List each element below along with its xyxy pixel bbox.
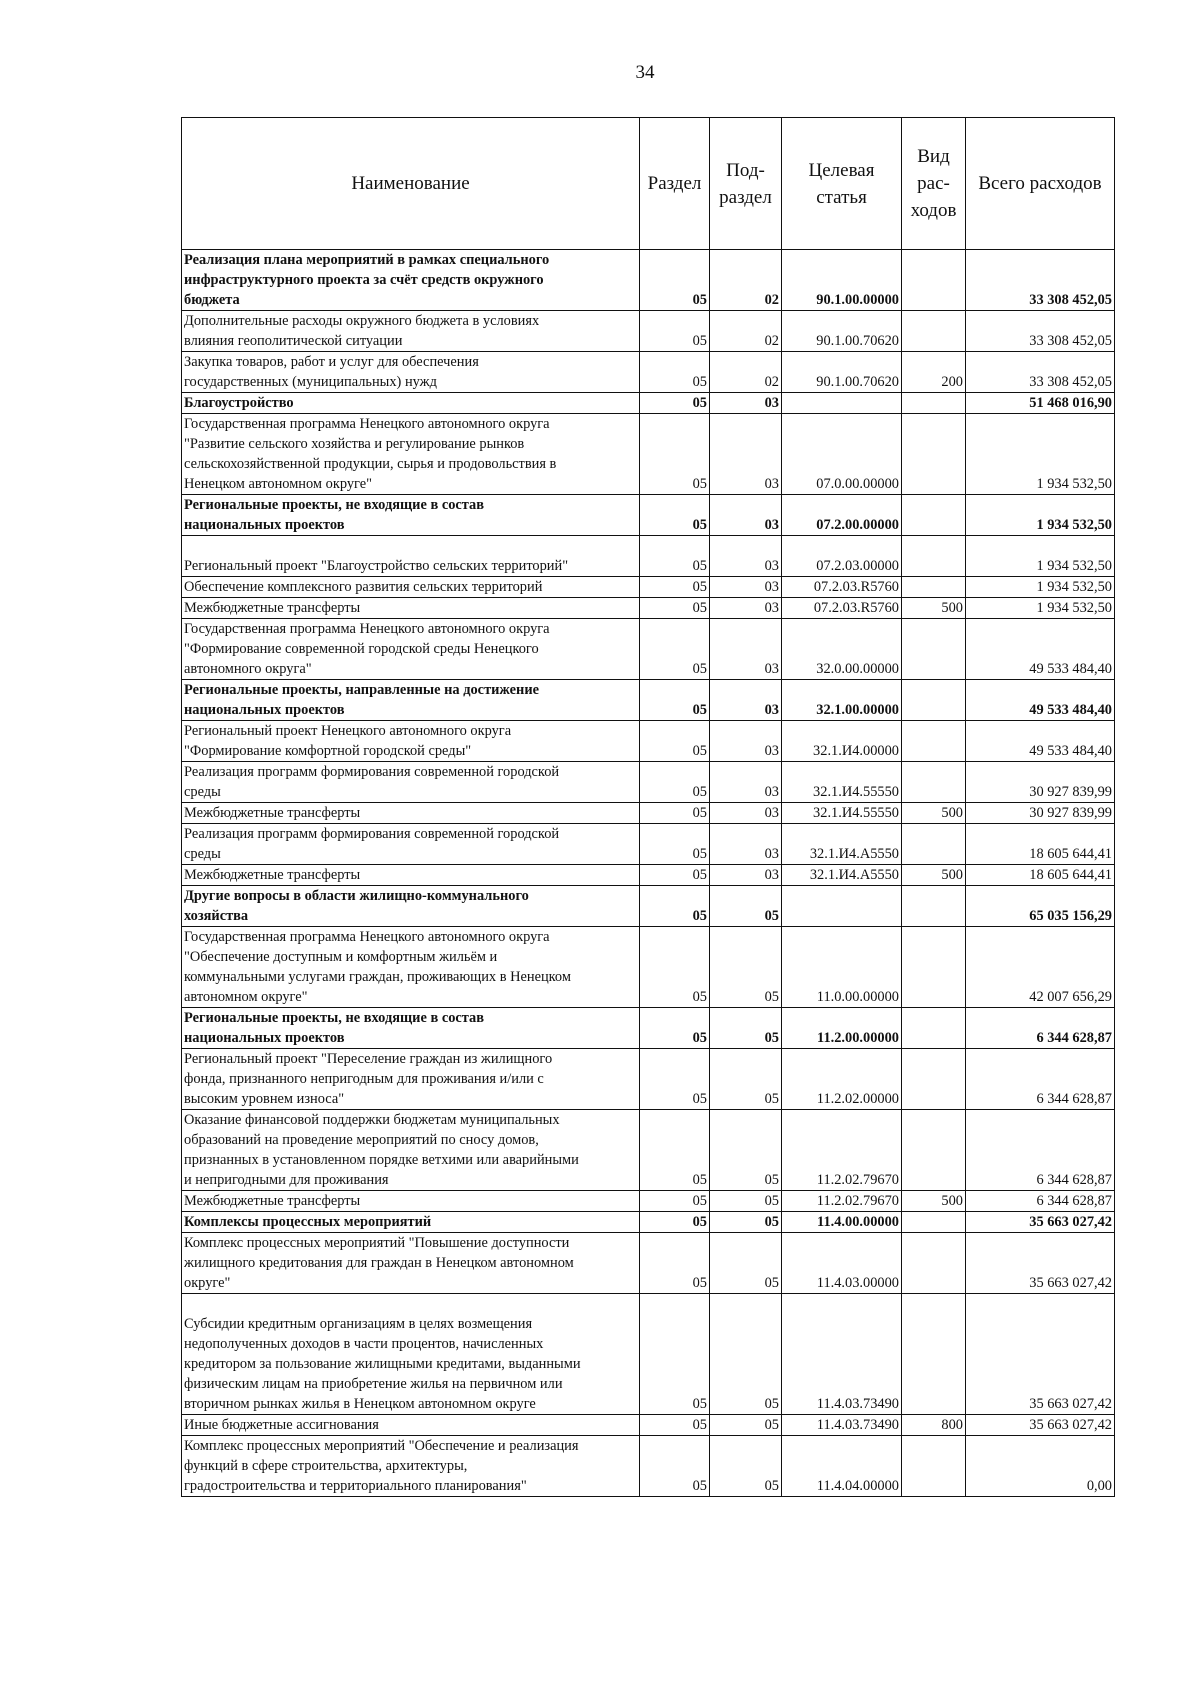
cell-vsego-rashodov: 30 927 839,99 xyxy=(966,803,1115,824)
cell-vsego-rashodov: 35 663 027,42 xyxy=(966,1212,1115,1233)
cell-vid-rashodov xyxy=(902,824,966,865)
table-header-row xyxy=(182,118,1115,250)
table-row xyxy=(182,1415,1115,1436)
cell-celevaya-statya: 11.4.04.00000 xyxy=(782,1436,902,1497)
table-row xyxy=(182,1110,1115,1191)
cell-vid-rashodov xyxy=(902,886,966,927)
cell-vsego-rashodov: 35 663 027,42 xyxy=(966,1233,1115,1294)
cell-vid-rashodov xyxy=(902,927,966,1008)
cell-razdel: 05 xyxy=(640,803,710,824)
cell-podrazdel: 05 xyxy=(710,927,782,1008)
cell-vsego-rashodov: 51 468 016,90 xyxy=(966,393,1115,414)
table-row xyxy=(182,680,1115,721)
cell-vid-rashodov xyxy=(902,1233,966,1294)
cell-name: Региональные проекты, не входящие в состав национальных проектов xyxy=(182,1008,640,1049)
cell-vsego-rashodov: 35 663 027,42 xyxy=(966,1415,1115,1436)
table-row xyxy=(182,803,1115,824)
cell-vid-rashodov xyxy=(902,1294,966,1415)
table-row xyxy=(182,1008,1115,1049)
table-body xyxy=(182,250,1115,1497)
cell-vid-rashodov xyxy=(902,495,966,536)
table-row xyxy=(182,1436,1115,1497)
table-row xyxy=(182,393,1115,414)
cell-razdel: 05 xyxy=(640,414,710,495)
cell-razdel: 05 xyxy=(640,598,710,619)
cell-podrazdel: 05 xyxy=(710,1233,782,1294)
cell-name: Государственная программа Ненецкого автономного округа "Обеспечение доступным и комфортным жильём и коммунальными услугами граждан, проживающих в Ненецком автономном округе" xyxy=(182,927,640,1008)
cell-razdel: 05 xyxy=(640,721,710,762)
cell-podrazdel: 05 xyxy=(710,1212,782,1233)
cell-vsego-rashodov: 1 934 532,50 xyxy=(966,598,1115,619)
cell-vid-rashodov xyxy=(902,393,966,414)
cell-name: Региональные проекты, не входящие в состав национальных проектов xyxy=(182,495,640,536)
budget-table xyxy=(181,117,1115,1497)
cell-name: Комплексы процессных мероприятий xyxy=(182,1212,640,1233)
cell-podrazdel: 05 xyxy=(710,1415,782,1436)
cell-name: Закупка товаров, работ и услуг для обеспечения государственных (муниципальных) нужд xyxy=(182,352,640,393)
cell-podrazdel: 03 xyxy=(710,762,782,803)
cell-razdel: 05 xyxy=(640,1008,710,1049)
cell-celevaya-statya: 32.1.И4.00000 xyxy=(782,721,902,762)
cell-razdel: 05 xyxy=(640,536,710,577)
table-row xyxy=(182,762,1115,803)
cell-vid-rashodov: 500 xyxy=(902,865,966,886)
cell-razdel: 05 xyxy=(640,311,710,352)
cell-celevaya-statya xyxy=(782,393,902,414)
cell-podrazdel: 03 xyxy=(710,865,782,886)
cell-celevaya-statya: 11.2.02.79670 xyxy=(782,1191,902,1212)
cell-celevaya-statya: 11.2.00.00000 xyxy=(782,1008,902,1049)
cell-celevaya-statya: 32.1.00.00000 xyxy=(782,680,902,721)
cell-podrazdel: 05 xyxy=(710,1110,782,1191)
cell-name: Государственная программа Ненецкого автономного округа "Формирование современной городской среды Ненецкого автономного округа" xyxy=(182,619,640,680)
cell-celevaya-statya: 90.1.00.70620 xyxy=(782,311,902,352)
cell-vid-rashodov xyxy=(902,536,966,577)
cell-celevaya-statya: 11.2.02.00000 xyxy=(782,1049,902,1110)
table-row xyxy=(182,577,1115,598)
cell-razdel: 05 xyxy=(640,824,710,865)
cell-vsego-rashodov: 30 927 839,99 xyxy=(966,762,1115,803)
header-vid-rashodov: Вид рас- ходов xyxy=(902,118,966,250)
cell-podrazdel: 05 xyxy=(710,1049,782,1110)
cell-celevaya-statya: 32.0.00.00000 xyxy=(782,619,902,680)
cell-vid-rashodov xyxy=(902,1008,966,1049)
cell-vsego-rashodov: 1 934 532,50 xyxy=(966,536,1115,577)
cell-vsego-rashodov: 6 344 628,87 xyxy=(966,1008,1115,1049)
cell-celevaya-statya: 11.0.00.00000 xyxy=(782,927,902,1008)
cell-celevaya-statya: 90.1.00.70620 xyxy=(782,352,902,393)
table-row xyxy=(182,495,1115,536)
cell-razdel: 05 xyxy=(640,762,710,803)
cell-name: Обеспечение комплексного развития сельских территорий xyxy=(182,577,640,598)
cell-vsego-rashodov: 42 007 656,29 xyxy=(966,927,1115,1008)
cell-vsego-rashodov: 49 533 484,40 xyxy=(966,619,1115,680)
header-podrazdel: Под- раздел xyxy=(710,118,782,250)
cell-vsego-rashodov: 33 308 452,05 xyxy=(966,352,1115,393)
header-celevaya-statya: Целевая статья xyxy=(782,118,902,250)
table-row xyxy=(182,1191,1115,1212)
cell-celevaya-statya: 07.2.03.R5760 xyxy=(782,577,902,598)
table-row xyxy=(182,1294,1115,1415)
cell-podrazdel: 03 xyxy=(710,824,782,865)
cell-name: Межбюджетные трансферты xyxy=(182,865,640,886)
table-row xyxy=(182,927,1115,1008)
cell-vid-rashodov xyxy=(902,762,966,803)
cell-vsego-rashodov: 18 605 644,41 xyxy=(966,865,1115,886)
cell-razdel: 05 xyxy=(640,619,710,680)
cell-podrazdel: 02 xyxy=(710,311,782,352)
cell-celevaya-statya: 32.1.И4.55550 xyxy=(782,762,902,803)
cell-podrazdel: 03 xyxy=(710,680,782,721)
cell-vid-rashodov xyxy=(902,721,966,762)
cell-celevaya-statya: 32.1.И4.А5550 xyxy=(782,865,902,886)
cell-name: Реализация плана мероприятий в рамках специального инфраструктурного проекта за счёт средств окружного бюджета xyxy=(182,250,640,311)
cell-name: Межбюджетные трансферты xyxy=(182,803,640,824)
cell-celevaya-statya: 07.0.00.00000 xyxy=(782,414,902,495)
table-row xyxy=(182,414,1115,495)
cell-vid-rashodov xyxy=(902,311,966,352)
cell-podrazdel: 05 xyxy=(710,1191,782,1212)
cell-podrazdel: 03 xyxy=(710,619,782,680)
cell-podrazdel: 03 xyxy=(710,803,782,824)
cell-podrazdel: 05 xyxy=(710,886,782,927)
cell-name: Межбюджетные трансферты xyxy=(182,1191,640,1212)
cell-podrazdel: 05 xyxy=(710,1008,782,1049)
cell-name: Государственная программа Ненецкого автономного округа "Развитие сельского хозяйства и регулирование рынков сельскохозяйственной продукции, сырья и продовольствия в Ненецком автономном округе" xyxy=(182,414,640,495)
cell-vid-rashodov xyxy=(902,414,966,495)
cell-razdel: 05 xyxy=(640,393,710,414)
table-row xyxy=(182,865,1115,886)
table-row xyxy=(182,721,1115,762)
cell-vsego-rashodov: 6 344 628,87 xyxy=(966,1191,1115,1212)
cell-vsego-rashodov: 1 934 532,50 xyxy=(966,495,1115,536)
cell-name: Региональные проекты, направленные на достижение национальных проектов xyxy=(182,680,640,721)
cell-podrazdel: 03 xyxy=(710,536,782,577)
cell-celevaya-statya: 11.2.02.79670 xyxy=(782,1110,902,1191)
cell-celevaya-statya: 32.1.И4.55550 xyxy=(782,803,902,824)
cell-vid-rashodov xyxy=(902,1436,966,1497)
cell-razdel: 05 xyxy=(640,865,710,886)
cell-vsego-rashodov: 65 035 156,29 xyxy=(966,886,1115,927)
cell-vid-rashodov xyxy=(902,577,966,598)
cell-razdel: 05 xyxy=(640,1049,710,1110)
cell-vsego-rashodov: 1 934 532,50 xyxy=(966,577,1115,598)
page-number: 34 xyxy=(635,62,655,83)
cell-name: Дополнительные расходы окружного бюджета в условиях влияния геополитической ситуации xyxy=(182,311,640,352)
table-row xyxy=(182,311,1115,352)
cell-razdel: 05 xyxy=(640,352,710,393)
cell-celevaya-statya: 11.4.00.00000 xyxy=(782,1212,902,1233)
cell-vsego-rashodov: 6 344 628,87 xyxy=(966,1110,1115,1191)
cell-razdel: 05 xyxy=(640,577,710,598)
cell-celevaya-statya: 11.4.03.73490 xyxy=(782,1415,902,1436)
cell-vsego-rashodov: 49 533 484,40 xyxy=(966,721,1115,762)
cell-podrazdel: 03 xyxy=(710,721,782,762)
table-row xyxy=(182,536,1115,577)
table-row xyxy=(182,352,1115,393)
cell-razdel: 05 xyxy=(640,1233,710,1294)
cell-name: Реализация программ формирования современной городской среды xyxy=(182,824,640,865)
cell-vid-rashodov xyxy=(902,1049,966,1110)
cell-name: Оказание финансовой поддержки бюджетам муниципальных образований на проведение мероприятий по сносу домов, признанных в установленном порядке ветхими или аварийными и непригодными для проживания xyxy=(182,1110,640,1191)
cell-vsego-rashodov: 1 934 532,50 xyxy=(966,414,1115,495)
cell-vid-rashodov: 800 xyxy=(902,1415,966,1436)
cell-celevaya-statya: 07.2.03.00000 xyxy=(782,536,902,577)
cell-vid-rashodov xyxy=(902,1212,966,1233)
cell-podrazdel: 05 xyxy=(710,1294,782,1415)
cell-celevaya-statya: 90.1.00.00000 xyxy=(782,250,902,311)
cell-name: Другие вопросы в области жилищно-коммунального хозяйства xyxy=(182,886,640,927)
cell-podrazdel: 03 xyxy=(710,577,782,598)
cell-vsego-rashodov: 18 605 644,41 xyxy=(966,824,1115,865)
cell-podrazdel: 03 xyxy=(710,414,782,495)
cell-name: Комплекс процессных мероприятий "Обеспечение и реализация функций в сфере строительства, архитектуры, градостроительства и территориального планирования" xyxy=(182,1436,640,1497)
cell-name: Иные бюджетные ассигнования xyxy=(182,1415,640,1436)
cell-celevaya-statya xyxy=(782,886,902,927)
cell-podrazdel: 03 xyxy=(710,393,782,414)
cell-razdel: 05 xyxy=(640,680,710,721)
cell-celevaya-statya: 07.2.03.R5760 xyxy=(782,598,902,619)
cell-razdel: 05 xyxy=(640,1191,710,1212)
table-row xyxy=(182,1049,1115,1110)
cell-razdel: 05 xyxy=(640,250,710,311)
table-row xyxy=(182,886,1115,927)
cell-vsego-rashodov: 33 308 452,05 xyxy=(966,311,1115,352)
cell-vid-rashodov xyxy=(902,680,966,721)
cell-razdel: 05 xyxy=(640,886,710,927)
table-row xyxy=(182,824,1115,865)
cell-name: Реализация программ формирования современной городской среды xyxy=(182,762,640,803)
cell-podrazdel: 02 xyxy=(710,352,782,393)
cell-vsego-rashodov: 49 533 484,40 xyxy=(966,680,1115,721)
cell-podrazdel: 03 xyxy=(710,598,782,619)
cell-razdel: 05 xyxy=(640,1110,710,1191)
table-row xyxy=(182,598,1115,619)
cell-vid-rashodov xyxy=(902,250,966,311)
cell-celevaya-statya: 07.2.00.00000 xyxy=(782,495,902,536)
cell-vid-rashodov: 500 xyxy=(902,1191,966,1212)
cell-vid-rashodov: 500 xyxy=(902,803,966,824)
cell-name: Региональный проект Ненецкого автономного округа "Формирование комфортной городской среды" xyxy=(182,721,640,762)
cell-podrazdel: 03 xyxy=(710,495,782,536)
cell-vsego-rashodov: 0,00 xyxy=(966,1436,1115,1497)
cell-vsego-rashodov: 6 344 628,87 xyxy=(966,1049,1115,1110)
table-row xyxy=(182,619,1115,680)
cell-razdel: 05 xyxy=(640,1415,710,1436)
cell-name: Региональный проект "Переселение граждан из жилищного фонда, признанного непригодным для проживания и/или с высоким уровнем износа" xyxy=(182,1049,640,1110)
cell-razdel: 05 xyxy=(640,495,710,536)
cell-vsego-rashodov: 33 308 452,05 xyxy=(966,250,1115,311)
cell-vsego-rashodov: 35 663 027,42 xyxy=(966,1294,1115,1415)
cell-vid-rashodov: 500 xyxy=(902,598,966,619)
cell-razdel: 05 xyxy=(640,1436,710,1497)
cell-name: Благоустройство xyxy=(182,393,640,414)
cell-name: Региональный проект "Благоустройство сельских территорий" xyxy=(182,536,640,577)
header-name: Наименование xyxy=(182,118,640,250)
cell-podrazdel: 02 xyxy=(710,250,782,311)
cell-celevaya-statya: 11.4.03.73490 xyxy=(782,1294,902,1415)
cell-name: Комплекс процессных мероприятий "Повышение доступности жилищного кредитования для граждан в Ненецком автономном округе" xyxy=(182,1233,640,1294)
cell-razdel: 05 xyxy=(640,927,710,1008)
cell-razdel: 05 xyxy=(640,1212,710,1233)
table-row xyxy=(182,1212,1115,1233)
cell-celevaya-statya: 11.4.03.00000 xyxy=(782,1233,902,1294)
table-row xyxy=(182,1233,1115,1294)
cell-name: Субсидии кредитным организациям в целях возмещения недополученных доходов в части процентов, начисленных кредитором за пользование жилищными кредитами, выданными физическим лицам на приобретение жилья на первичном или вторичном рынках жилья в Ненецком автономном округе xyxy=(182,1294,640,1415)
cell-celevaya-statya: 32.1.И4.А5550 xyxy=(782,824,902,865)
cell-podrazdel: 05 xyxy=(710,1436,782,1497)
cell-name: Межбюджетные трансферты xyxy=(182,598,640,619)
cell-razdel: 05 xyxy=(640,1294,710,1415)
header-razdel: Раздел xyxy=(640,118,710,250)
table-row xyxy=(182,250,1115,311)
cell-vid-rashodov xyxy=(902,619,966,680)
header-vsego-rashodov: Всего расходов xyxy=(966,118,1115,250)
cell-vid-rashodov xyxy=(902,1110,966,1191)
cell-vid-rashodov: 200 xyxy=(902,352,966,393)
